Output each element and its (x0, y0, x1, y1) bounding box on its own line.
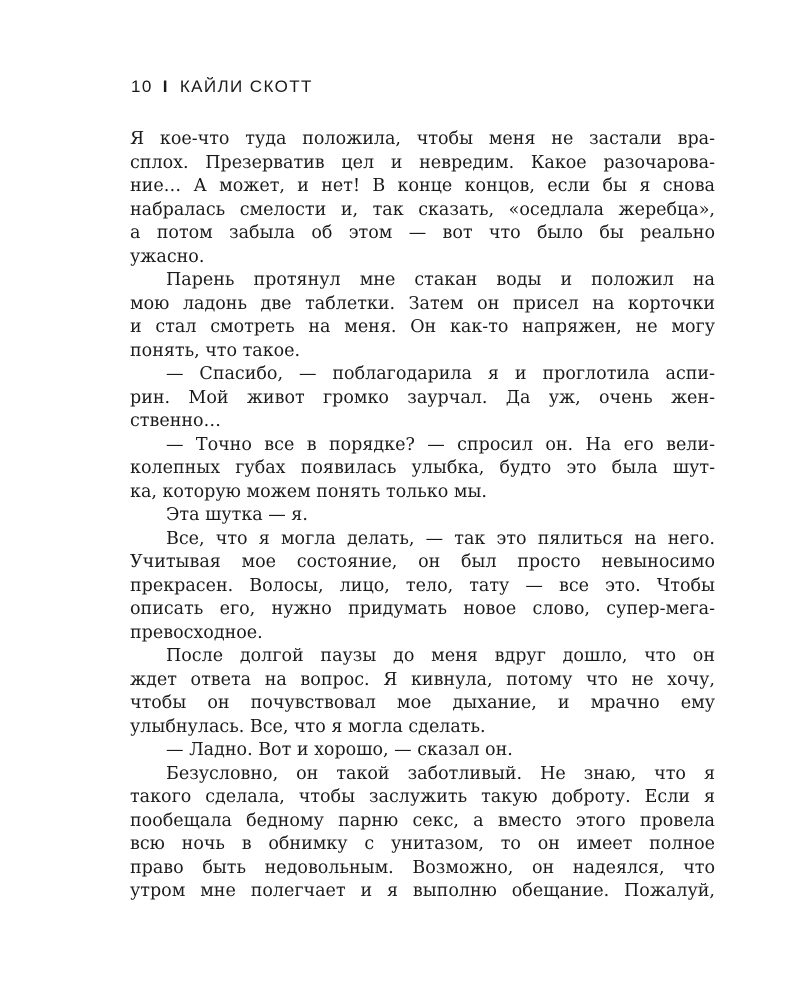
text-line: Все, что я могла делать, — так это пялиться на него. (166, 528, 715, 549)
page-number: 10 (131, 77, 153, 96)
text-line: Учитывая мое состояние, он был просто невыносимо (130, 552, 715, 572)
text-line: Парень протянул мне стакан воды и положил на (166, 270, 715, 290)
running-head (131, 77, 313, 97)
text-line: прекрасен. Волосы, лицо, тело, тату — все это. Чтобы (130, 575, 715, 596)
text-line: сплох. Презерватив цел и невредим. Какое разочарова- (130, 152, 715, 173)
text-line: ужасно. (130, 246, 205, 267)
text-line: — Точно все в порядке? — спросил он. На его вели- (166, 434, 715, 455)
text-line: набралась смелости и, так сказать, «оседлала жеребца», (130, 199, 715, 220)
text-line: право быть недовольным. Возможно, он надеялся, что (130, 857, 715, 878)
text-line: такого сделала, чтобы заслужить такую доброту. Если я (130, 787, 715, 807)
text-line: превосходное. (130, 622, 263, 643)
body-text (130, 128, 715, 904)
text-line: улыбнулась. Все, что я могла сделать. (130, 716, 486, 737)
text-line: и стал смотреть на меня. Он как-то напряжен, не могу (130, 317, 715, 337)
text-line: а потом забыла об этом — вот что было бы реально (130, 223, 715, 243)
text-line: описать его, нужно придумать новое слово, супер-мега- (130, 599, 715, 619)
text-line: — Ладно. Вот и хорошо, — сказал он. (166, 740, 513, 760)
text-line: Безусловно, он такой заботливый. Не знаю, что я (166, 763, 715, 784)
text-line: понять, что такое. (130, 340, 301, 361)
text-line: всю ночь в обнимку с унитазом, то он имеет полное (130, 834, 715, 854)
text-line: — Спасибо, — поблагодарила я и проглотила аспи- (166, 364, 715, 384)
text-line: утром мне полегчает и я выполню обещание. Пожалуй, (130, 881, 715, 901)
text-line: рин. Мой живот громко заурчал. Да уж, очень жен- (130, 387, 715, 408)
text-line: ние… А может, и нет! В конце концов, если бы я снова (130, 176, 715, 196)
text-line: Эта шутка — я. (166, 505, 308, 525)
header-separator: I (162, 77, 169, 96)
text-line: чтобы он почувствовал мое дыхание, и мрачно ему (130, 693, 715, 713)
text-line: ждет ответа на вопрос. Я кивнула, потому что не хочу, (130, 669, 715, 690)
text-line: колепных губах появилась улыбка, будто это была шут- (130, 458, 715, 478)
text-line: пообещала бедному парню секс, а вместо этого провела (130, 810, 715, 831)
text-line: мою ладонь две таблетки. Затем он присел на корточки (130, 293, 715, 314)
author-name: КАЙЛИ СКОТТ (179, 77, 313, 96)
text-line: После долгой паузы до меня вдруг дошло, что он (166, 646, 715, 666)
text-line: ственно… (130, 411, 222, 431)
text-line: Я кое-что туда положила, чтобы меня не застали вра- (130, 129, 715, 149)
text-line: ка, которую можем понять только мы. (130, 481, 487, 502)
